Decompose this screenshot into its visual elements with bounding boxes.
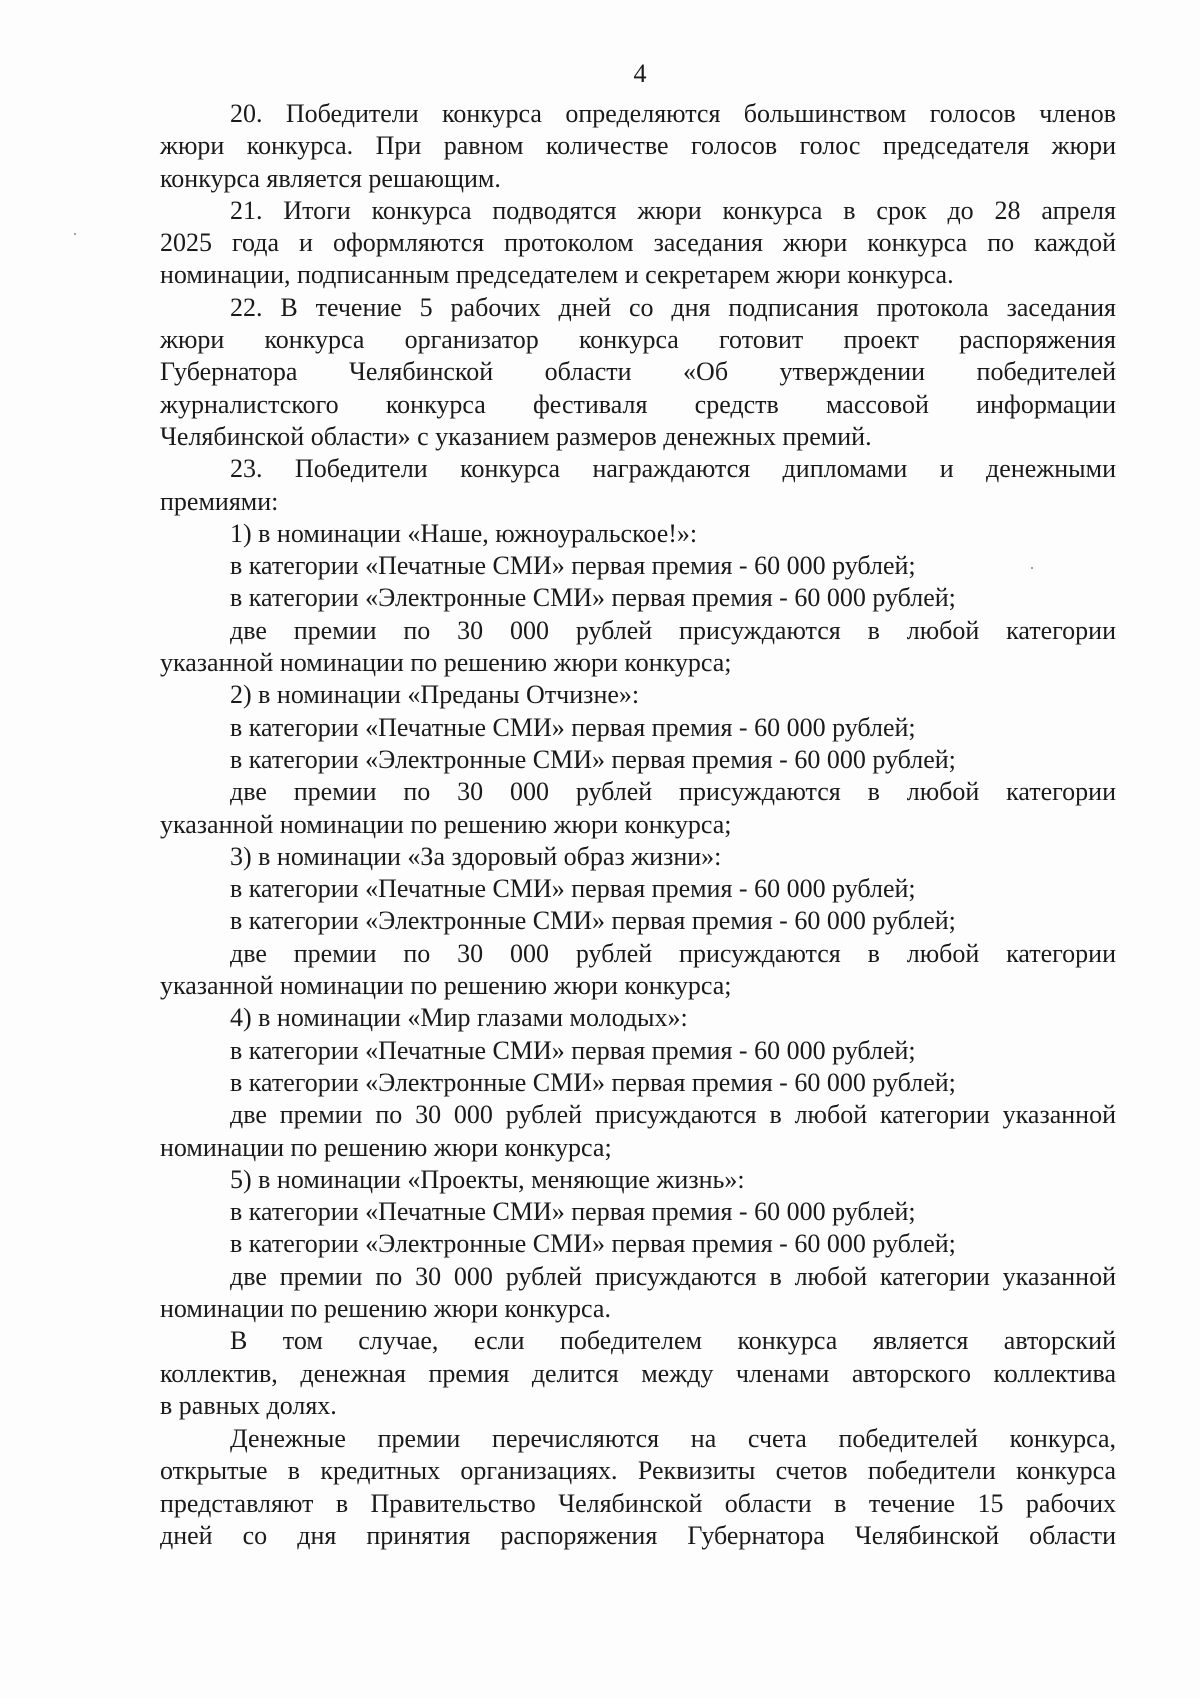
text-line: 5) в номинации «Проекты, меняющие жизнь»: bbox=[230, 1164, 745, 1194]
text-line: 4) в номинации «Мир глазами молодых»: bbox=[230, 1003, 688, 1033]
paragraph bbox=[160, 938, 1116, 1003]
scan-speck bbox=[74, 233, 76, 235]
text-line: Челябинской области» с указанием размеров денежных премий. bbox=[160, 421, 872, 451]
text-line: Денежные премии перечисляются на счета победителей конкурса, bbox=[230, 1424, 1116, 1454]
text-line: премиями: bbox=[160, 486, 279, 516]
text-line: в категории «Электронные СМИ» первая премия - 60 000 рублей; bbox=[230, 1229, 956, 1259]
text-line: в категории «Печатные СМИ» первая премия - 60 000 рублей; bbox=[230, 1035, 916, 1065]
text-line: конкурса является решающим. bbox=[160, 163, 501, 193]
text-line: 2025 года и оформляются протоколом заседания жюри конкурса по каждой bbox=[160, 228, 1116, 258]
text-line: открытые в кредитных организациях. Реквизиты счетов победители конкурса bbox=[160, 1456, 1116, 1486]
paragraph bbox=[160, 712, 1116, 744]
paragraph bbox=[160, 1261, 1116, 1326]
paragraph bbox=[160, 582, 1116, 614]
text-line: 1) в номинации «Наше, южноуральское!»: bbox=[230, 518, 698, 548]
text-line: 21. Итоги конкурса подводятся жюри конкурса в срок до 28 апреля bbox=[230, 195, 1116, 225]
paragraph bbox=[160, 744, 1116, 776]
paragraph bbox=[160, 841, 1116, 873]
paragraph bbox=[160, 518, 1116, 550]
paragraph bbox=[160, 1423, 1116, 1552]
paragraph bbox=[160, 615, 1116, 680]
text-line: номинации по решению жюри конкурса. bbox=[160, 1293, 611, 1323]
paragraph bbox=[160, 1002, 1116, 1034]
paragraph bbox=[160, 453, 1116, 518]
paragraph bbox=[160, 905, 1116, 937]
text-line: дней со дня принятия распоряжения Губернатора Челябинской области bbox=[160, 1521, 1116, 1551]
paragraph bbox=[160, 550, 1116, 582]
text-line: указанной номинации по решению жюри конкурса; bbox=[160, 971, 732, 1001]
paragraph bbox=[160, 1196, 1116, 1228]
text-line: 20. Победители конкурса определяются большинством голосов членов bbox=[230, 99, 1116, 128]
paragraph bbox=[160, 1228, 1116, 1260]
text-line: коллектив, денежная премия делится между членами авторского коллектива bbox=[160, 1358, 1116, 1388]
text-line: указанной номинации по решению жюри конкурса; bbox=[160, 648, 732, 678]
page-number: 4 bbox=[633, 59, 647, 88]
paragraph bbox=[160, 1067, 1116, 1099]
paragraph bbox=[160, 1164, 1116, 1196]
text-line: две премии по 30 000 рублей присуждаются в любой категории bbox=[230, 938, 1116, 968]
text-line: 23. Победители конкурса награждаются дипломами и денежными bbox=[230, 454, 1116, 484]
text-line: 3) в номинации «За здоровый образ жизни»: bbox=[230, 841, 722, 871]
paragraph bbox=[160, 292, 1116, 453]
paragraph bbox=[160, 98, 1116, 195]
text-line: жюри конкурса организатор конкурса готовит проект распоряжения bbox=[160, 325, 1116, 355]
paragraph bbox=[160, 1325, 1116, 1422]
paragraph bbox=[160, 776, 1116, 841]
scan-speck bbox=[1031, 567, 1033, 569]
text-line: В том случае, если победителем конкурса является авторский bbox=[230, 1326, 1116, 1356]
text-line: две премии по 30 000 рублей присуждаются в любой категории указанной bbox=[230, 1100, 1116, 1130]
paragraph bbox=[160, 679, 1116, 711]
paragraph bbox=[160, 1099, 1116, 1164]
paragraph bbox=[160, 873, 1116, 905]
text-line: в категории «Электронные СМИ» первая премия - 60 000 рублей; bbox=[230, 744, 956, 774]
text-line: в категории «Электронные СМИ» первая премия - 60 000 рублей; bbox=[230, 583, 956, 613]
text-line: номинации по решению жюри конкурса; bbox=[160, 1132, 612, 1162]
text-line: в категории «Печатные СМИ» первая премия - 60 000 рублей; bbox=[230, 712, 916, 742]
document-body bbox=[160, 98, 1116, 1552]
text-line: представляют в Правительство Челябинской области в течение 15 рабочих bbox=[160, 1488, 1116, 1518]
text-line: номинации, подписанным председателем и секретарем жюри конкурса. bbox=[160, 260, 954, 290]
text-line: в категории «Печатные СМИ» первая премия - 60 000 рублей; bbox=[230, 551, 916, 581]
text-line: журналистского конкурса фестиваля средств массовой информации bbox=[160, 389, 1116, 419]
paragraph bbox=[160, 195, 1116, 292]
text-line: 22. В течение 5 рабочих дней со дня подписания протокола заседания bbox=[230, 292, 1116, 322]
text-line: две премии по 30 000 рублей присуждаются в любой категории bbox=[230, 615, 1116, 645]
text-line: 2) в номинации «Преданы Отчизне»: bbox=[230, 680, 640, 710]
text-line: две премии по 30 000 рублей присуждаются в любой категории bbox=[230, 777, 1116, 807]
text-line: две премии по 30 000 рублей присуждаются в любой категории указанной bbox=[230, 1261, 1116, 1291]
text-line: жюри конкурса. При равном количестве голосов голос председателя жюри bbox=[160, 131, 1116, 161]
text-line: в равных долях. bbox=[160, 1390, 337, 1420]
text-line: Губернатора Челябинской области «Об утверждении победителей bbox=[160, 357, 1116, 387]
text-line: указанной номинации по решению жюри конкурса; bbox=[160, 809, 732, 839]
text-line: в категории «Печатные СМИ» первая премия - 60 000 рублей; bbox=[230, 1197, 916, 1227]
paragraph bbox=[160, 1035, 1116, 1067]
text-line: в категории «Электронные СМИ» первая премия - 60 000 рублей; bbox=[230, 1067, 956, 1097]
text-line: в категории «Электронные СМИ» первая премия - 60 000 рублей; bbox=[230, 906, 956, 936]
text-line: в категории «Печатные СМИ» первая премия - 60 000 рублей; bbox=[230, 874, 916, 904]
